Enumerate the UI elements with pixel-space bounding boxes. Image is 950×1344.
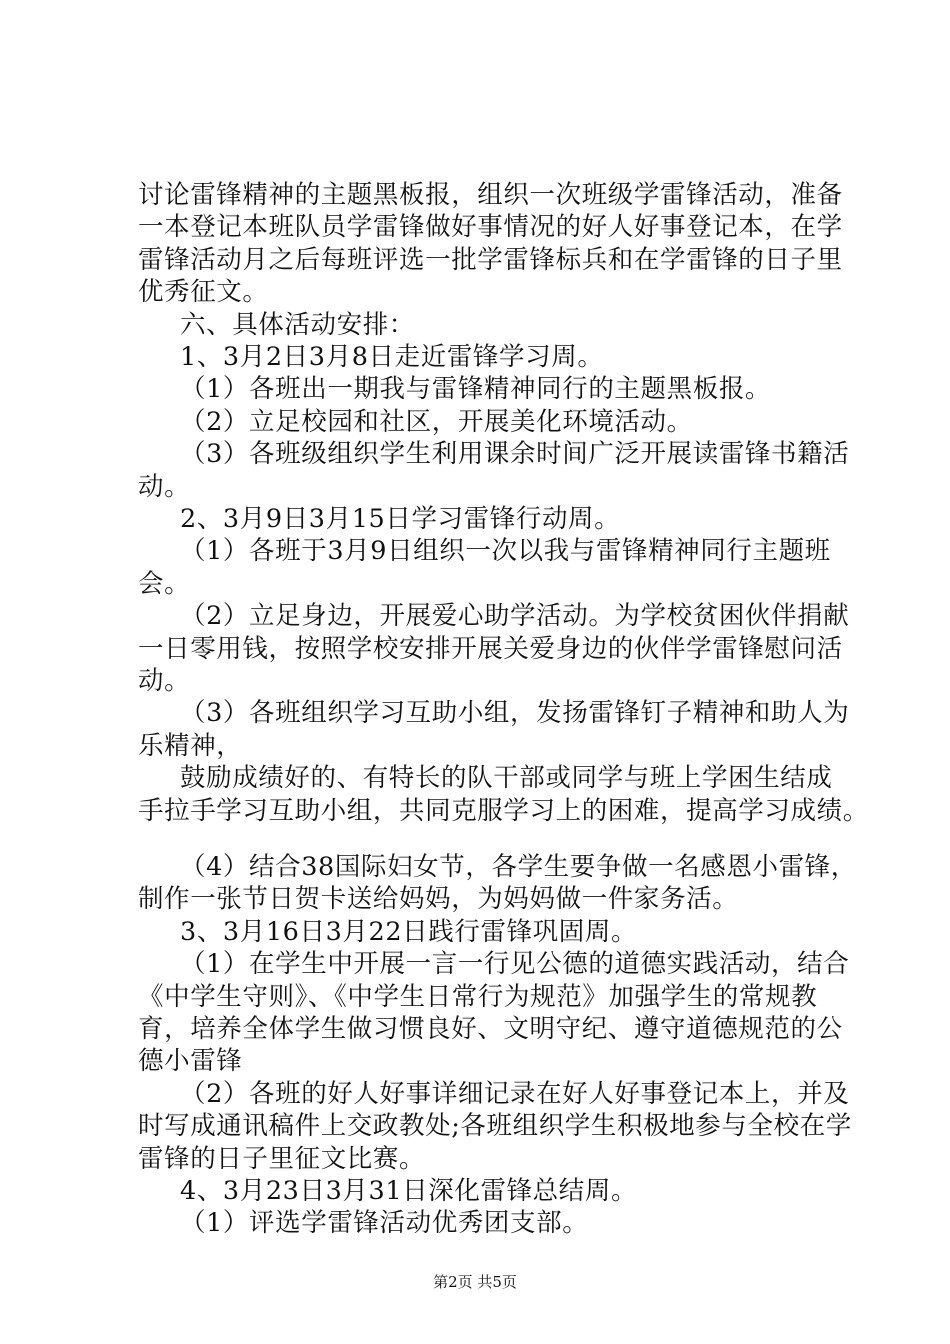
text-line: 讨论雷锋精神的主题黑板报，组织一次班级学雷锋活动，准备 <box>138 180 843 210</box>
text-line: （2）立足身边，开展爱心助学活动。为学校贫困伙伴捐献 <box>180 601 850 631</box>
text-line: 德小雷锋 <box>138 1046 243 1076</box>
text-line: 时写成通讯稿件上交政教处;各班组织学生积极地参与全校在学 <box>138 1111 852 1141</box>
text-line: 雷锋的日子里征文比赛。 <box>138 1144 426 1174</box>
text-line: 手拉手学习互助小组，共同克服学习上的困难，提高学习成绩。 <box>138 796 869 826</box>
text-line: 一本登记本班队员学雷锋做好事情况的好人好事登记本，在学 <box>138 212 843 242</box>
text-line: 育，培养全体学生做习惯良好、文明守纪、遵守道德规范的公 <box>138 1014 843 1044</box>
text-line: 制作一张节日贺卡送给妈妈，为妈妈做一件家务活。 <box>138 884 739 914</box>
text-line: 鼓励成绩好的、有特长的队干部或同学与班上学困生结成 <box>180 763 833 793</box>
text-line: 动。 <box>138 666 191 696</box>
text-line: （2）立足校园和社区，开展美化环境活动。 <box>180 407 693 437</box>
text-line: （3）各班级组织学生利用课余时间广泛开展读雷锋书籍活 <box>180 439 850 469</box>
text-line: 3、3月16日3月22日践行雷锋巩固周。 <box>180 917 638 947</box>
text-line: （3）各班组织学习互助小组，发扬雷锋钉子精神和助人为 <box>180 698 850 728</box>
text-line: 优秀征文。 <box>138 277 269 307</box>
text-line: 会。 <box>138 569 191 599</box>
text-line: 1、3月2日3月8日走近雷锋学习周。 <box>180 342 604 372</box>
text-line: 乐精神， <box>138 731 243 761</box>
text-line: 雷锋活动月之后每班评选一批学雷锋标兵和在学雷锋的日子里 <box>138 245 843 275</box>
text-line: （2）各班的好人好事详细记录在好人好事登记本上，并及 <box>180 1079 850 1109</box>
text-line: （1）评选学雷锋活动优秀团支部。 <box>180 1208 589 1238</box>
text-line: （1）在学生中开展一言一行见公德的道德实践活动，结合 <box>180 949 850 979</box>
text-line: （1）各班出一期我与雷锋精神同行的主题黑板报。 <box>180 374 772 404</box>
text-line: 4、3月23日3月31日深化雷锋总结周。 <box>180 1176 638 1206</box>
page-number-footer: 第2页 共5页 <box>433 1273 517 1291</box>
text-line: 《中学生守则》、《中学生日常行为规范》加强学生的常规教 <box>138 982 818 1012</box>
text-line: 动。 <box>138 472 191 502</box>
text-line: 2、3月9日3月15日学习雷锋行动周。 <box>180 504 621 534</box>
text-line: （1）各班于3月9日组织一次以我与雷锋精神同行主题班 <box>180 536 831 566</box>
text-line: （4）结合38国际妇女节，各学生要争做一名感恩小雷锋， <box>180 852 857 882</box>
section-heading: 六、具体活动安排： <box>180 310 415 340</box>
text-line: 一日零用钱，按照学校安排开展关爱身边的伙伴学雷锋慰问活 <box>138 634 843 664</box>
